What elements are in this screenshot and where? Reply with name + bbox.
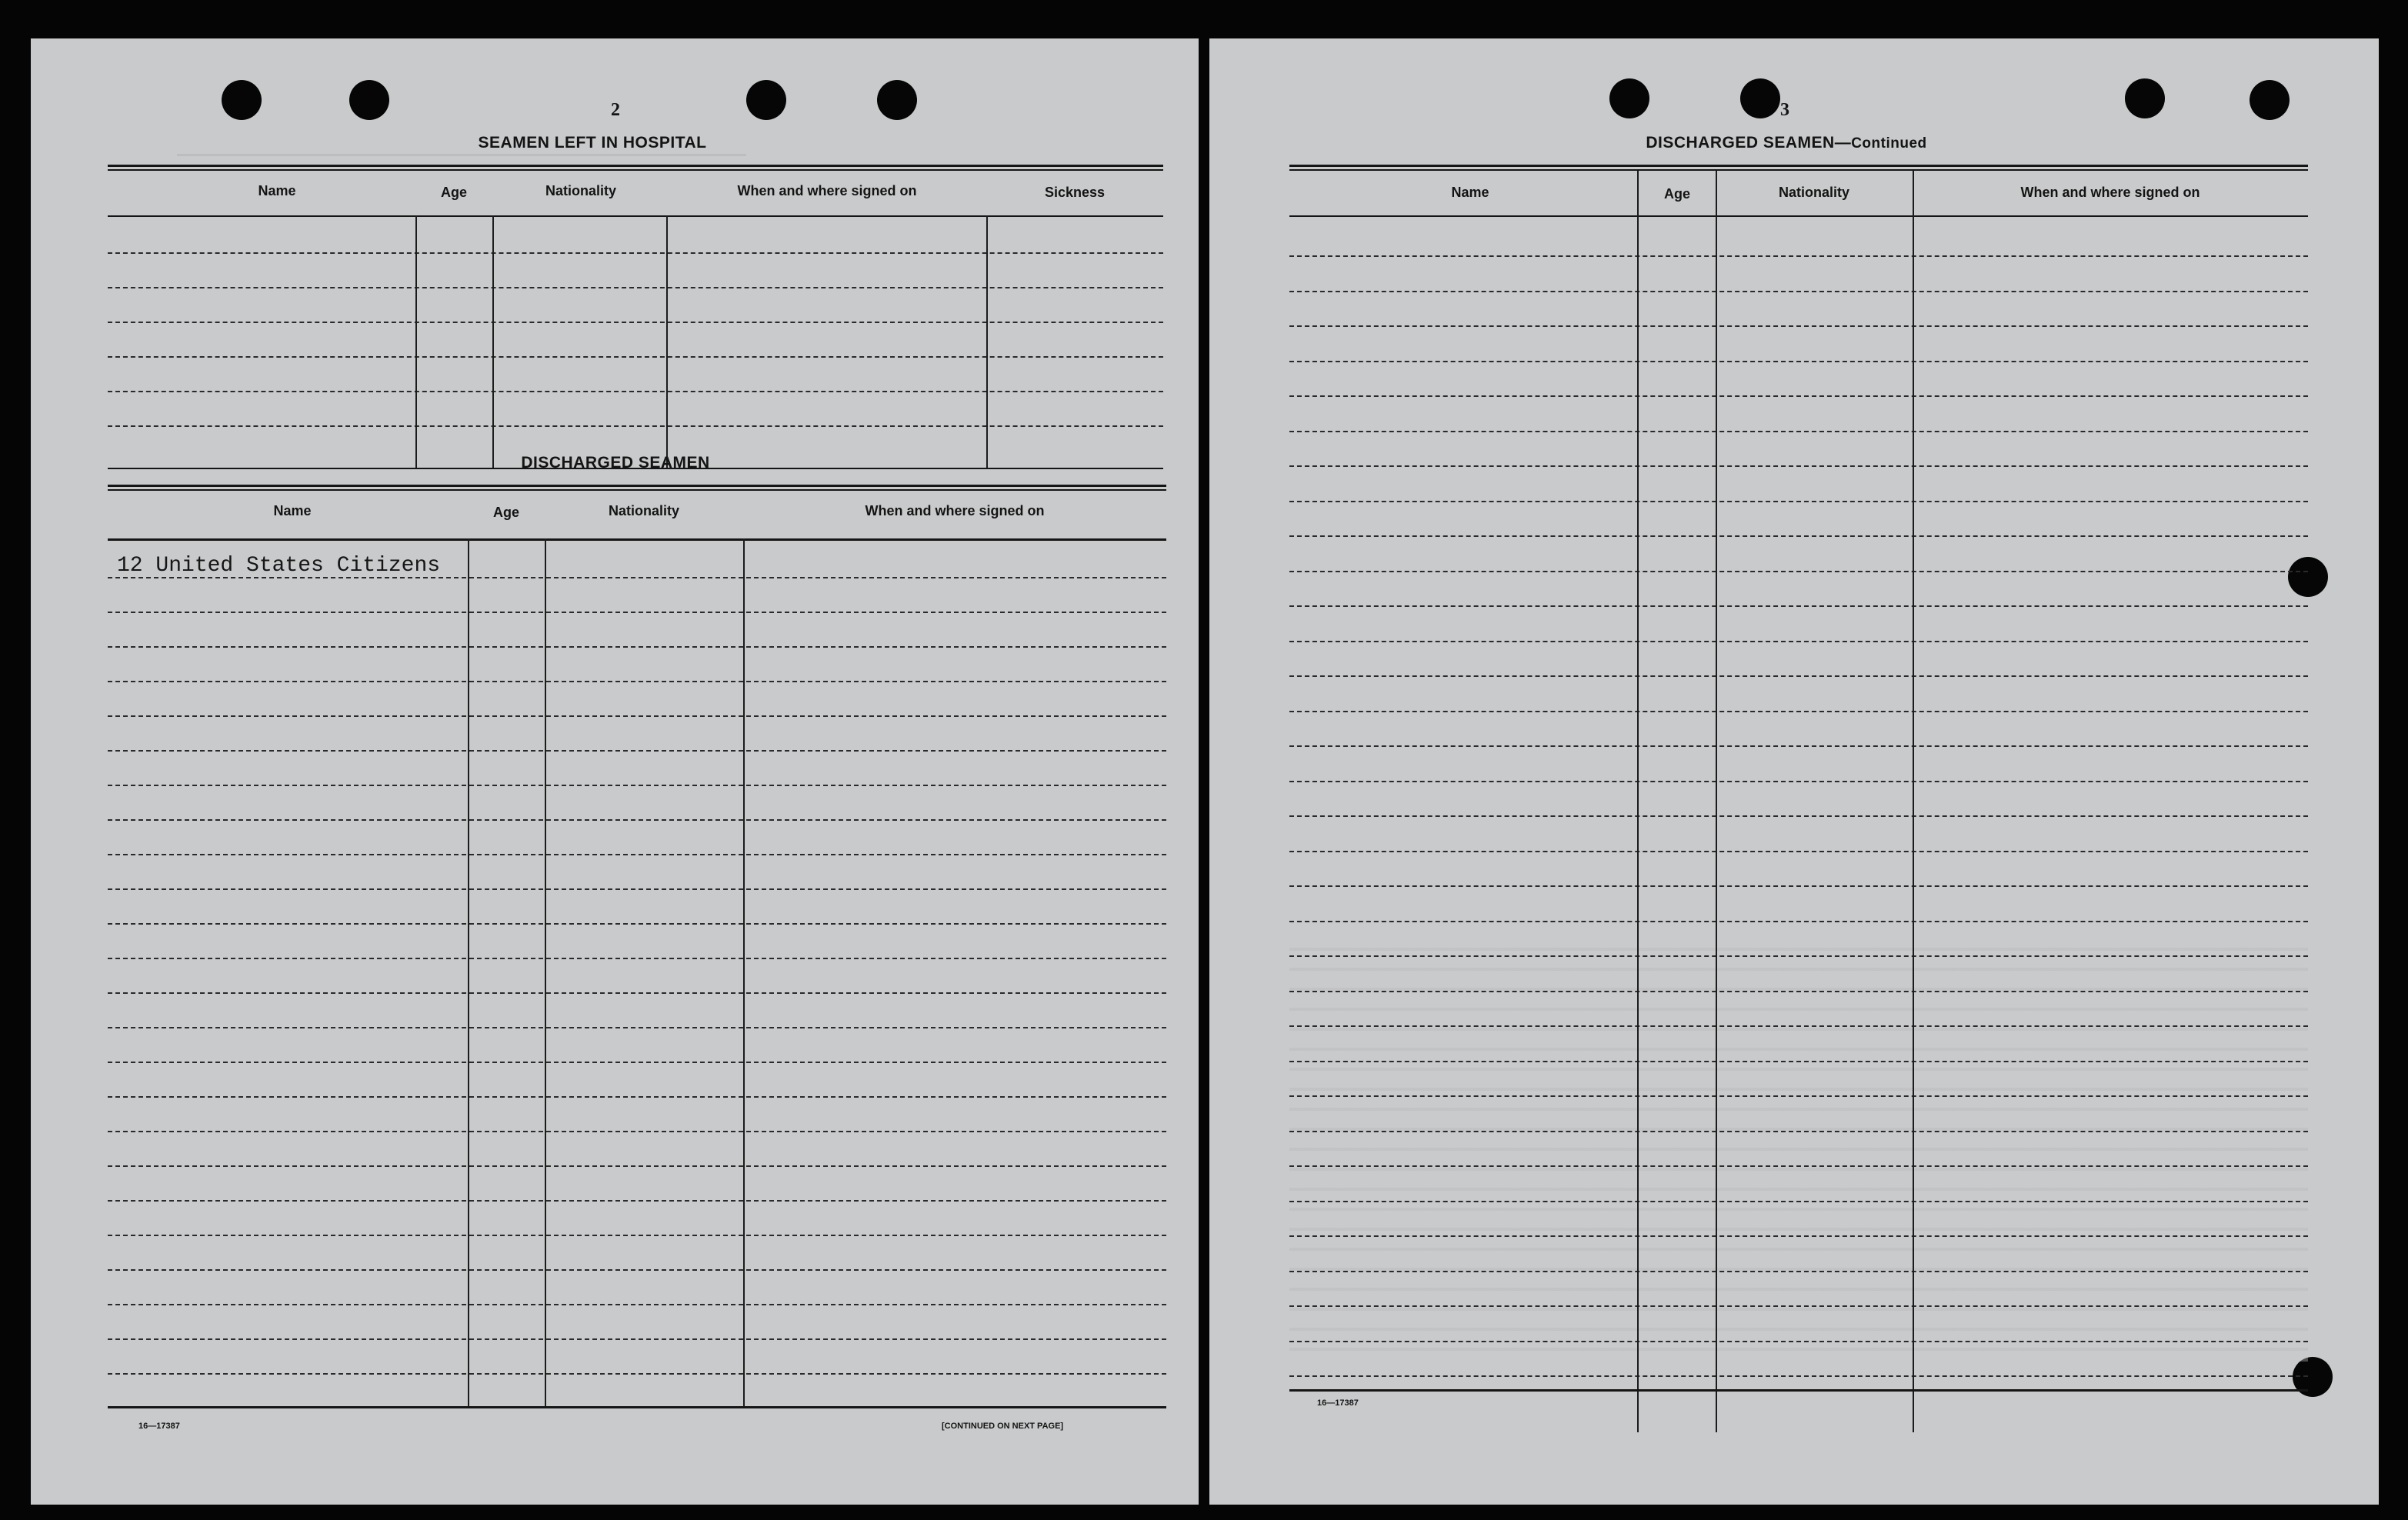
ruled-line xyxy=(1289,815,2308,817)
ruled-line xyxy=(1289,395,2308,397)
continued-note: [CONTINUED ON NEXT PAGE] xyxy=(942,1422,1064,1431)
punch-hole xyxy=(746,80,786,120)
ruled-line xyxy=(108,1269,1166,1271)
column-header-age: Age xyxy=(1663,186,1690,202)
discharged-section-title: DISCHARGED SEAMEN xyxy=(521,454,710,472)
punch-hole xyxy=(222,80,262,120)
column-header-sickness: Sickness xyxy=(1044,185,1106,200)
ruled-line xyxy=(108,287,1163,288)
ruled-line xyxy=(108,854,1166,855)
column-header-signed-on: When and where signed on xyxy=(2020,185,2200,200)
column-header-signed-on: When and where signed on xyxy=(865,503,1045,518)
ruled-line xyxy=(1289,501,2308,502)
ruled-line xyxy=(108,1165,1166,1167)
ruled-line xyxy=(1289,1165,2308,1167)
header-bottom-rule xyxy=(1289,215,2308,217)
ruled-line xyxy=(1289,1341,2308,1342)
section-title-main: DISCHARGED SEAMEN— xyxy=(1646,134,1852,152)
discharged-continued-title xyxy=(1579,134,1994,152)
ruled-line xyxy=(1289,1061,2308,1062)
ruled-line xyxy=(108,1304,1166,1305)
ruled-line xyxy=(1289,1025,2308,1027)
hospital-section-title: SEAMEN LEFT IN HOSPITAL xyxy=(478,134,707,152)
ruled-line xyxy=(1289,465,2308,467)
column-header-age: Age xyxy=(492,505,519,520)
ruled-line xyxy=(108,1373,1166,1375)
ruled-line xyxy=(108,1096,1166,1098)
punch-hole xyxy=(349,80,389,120)
column-header-nationality: Nationality xyxy=(545,183,616,198)
ruled-line xyxy=(1289,571,2308,572)
column-divider xyxy=(492,215,494,469)
column-divider xyxy=(1913,171,1914,1432)
left-page xyxy=(31,38,1199,1505)
ruled-line xyxy=(108,715,1166,717)
section-title-suffix: Continued xyxy=(1851,135,1927,152)
ruled-line xyxy=(1289,675,2308,677)
ruled-line xyxy=(108,1131,1166,1132)
column-divider xyxy=(415,215,417,469)
discharged-entry-text: 12 United States Citizens xyxy=(117,554,441,578)
page-number: 3 xyxy=(1780,100,1789,120)
ruled-line xyxy=(1289,991,2308,992)
ruled-line xyxy=(108,1235,1166,1236)
ruled-line xyxy=(108,1338,1166,1340)
column-divider xyxy=(1716,171,1717,1432)
table-top-rule xyxy=(108,489,1166,491)
ruled-line xyxy=(108,1062,1166,1063)
ruled-line xyxy=(108,681,1166,682)
ruled-line xyxy=(108,252,1163,254)
ruled-line xyxy=(1289,605,2308,607)
column-header-name: Name xyxy=(258,183,296,198)
ruled-line xyxy=(1289,325,2308,327)
table-bottom-rule xyxy=(1289,1389,2308,1392)
ruled-line xyxy=(108,356,1163,358)
column-divider xyxy=(743,538,745,1408)
header-bottom-rule xyxy=(108,215,1163,217)
ruled-line xyxy=(1289,781,2308,782)
ruled-line xyxy=(1289,1095,2308,1097)
ruled-line xyxy=(108,612,1166,613)
column-header-nationality: Nationality xyxy=(608,503,679,518)
ruled-line xyxy=(1289,1271,2308,1272)
punch-hole xyxy=(877,80,917,120)
table-top-rule xyxy=(108,485,1166,487)
ruled-line xyxy=(108,1027,1166,1028)
column-divider xyxy=(986,215,988,469)
ruled-line xyxy=(1289,1305,2308,1307)
ruled-line xyxy=(1289,361,2308,362)
punch-hole xyxy=(2288,557,2328,597)
form-number: 16—17387 xyxy=(1317,1398,1359,1408)
ruled-line xyxy=(108,923,1166,925)
ruled-line xyxy=(108,785,1166,786)
header-bottom-rule xyxy=(108,538,1166,541)
punch-hole xyxy=(1740,78,1780,118)
ruled-line xyxy=(108,958,1166,959)
form-number: 16—17387 xyxy=(138,1422,180,1431)
ruled-line xyxy=(108,819,1166,821)
ruled-line xyxy=(108,577,1166,578)
ruled-line xyxy=(108,750,1166,752)
ruled-line xyxy=(1289,745,2308,747)
ruled-line xyxy=(1289,1375,2308,1377)
ruled-line xyxy=(1289,1201,2308,1202)
ruled-line xyxy=(1289,1131,2308,1132)
ruled-line xyxy=(1289,921,2308,922)
ruled-line xyxy=(1289,431,2308,432)
column-header-signed-on: When and where signed on xyxy=(737,183,917,198)
punch-hole xyxy=(2125,78,2165,118)
column-divider xyxy=(468,538,469,1408)
column-divider xyxy=(545,538,546,1408)
table-top-rule xyxy=(108,165,1163,167)
ruled-line xyxy=(1289,1235,2308,1237)
ruled-line xyxy=(108,992,1166,994)
table-top-rule xyxy=(1289,165,2308,167)
column-header-name: Name xyxy=(1451,185,1489,200)
column-header-nationality: Nationality xyxy=(1778,185,1849,200)
punch-hole xyxy=(2250,80,2290,120)
right-page xyxy=(1209,38,2379,1505)
table-top-rule xyxy=(108,169,1163,171)
ruled-line xyxy=(1289,851,2308,852)
ruled-line xyxy=(1289,641,2308,642)
column-header-age: Age xyxy=(440,185,467,200)
ruled-line xyxy=(108,391,1163,392)
ruled-line xyxy=(1289,291,2308,292)
ruled-line xyxy=(1289,955,2308,957)
page-number: 2 xyxy=(611,100,620,120)
column-divider xyxy=(666,215,668,469)
ruled-line xyxy=(108,322,1163,323)
ruled-line xyxy=(108,1200,1166,1202)
column-divider xyxy=(1637,171,1639,1432)
ruled-line xyxy=(108,888,1166,890)
ruled-line xyxy=(1289,535,2308,537)
ruled-line xyxy=(1289,885,2308,887)
table-bottom-rule xyxy=(108,1406,1166,1408)
ruled-line xyxy=(108,425,1163,427)
punch-hole xyxy=(1609,78,1649,118)
ruled-line xyxy=(1289,255,2308,257)
column-header-name: Name xyxy=(273,503,312,518)
table-top-rule xyxy=(1289,169,2308,171)
ruled-line xyxy=(1289,711,2308,712)
bleed-through-block xyxy=(1289,931,2308,1362)
ruled-line xyxy=(108,646,1166,648)
